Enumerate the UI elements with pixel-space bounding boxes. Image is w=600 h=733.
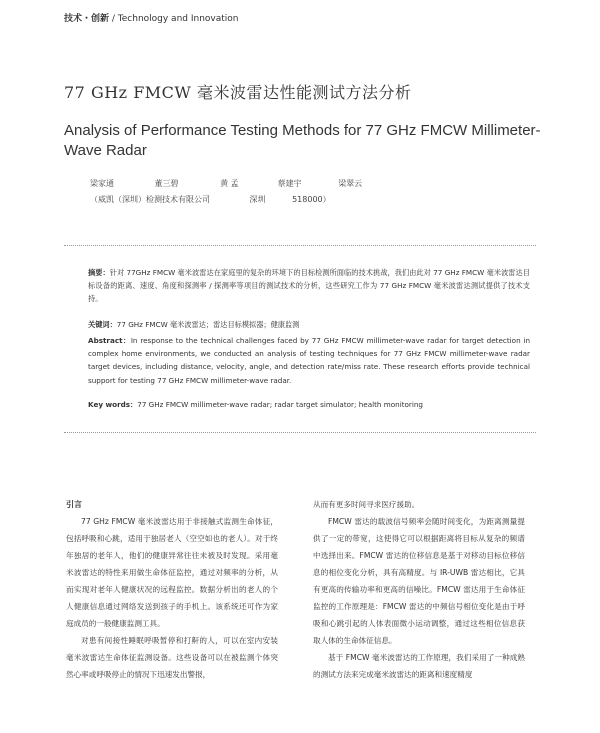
body-paragraph: 77 GHz FMCW 毫米波雷达用于非接触式监测生命体征，包括呼吸和心跳，适用于独居老人（空空如也的老人）。对于终年独居的老年人，他们的健康异常往往未被及时发现。采用毫米波雷达的特性来用做生命体征监控，通过对频率的分析，从而实现对老年人健康状况的远程监控。数据分析出的老人的个人健康信息通过网络发送到孩子的手机上。该系统还可作为家庭成员的一般健康监测工具。 <box>66 517 278 628</box>
body-column-left <box>66 496 278 683</box>
paper-title-cn: 77 GHz FMCW 毫米波雷达性能测试方法分析 <box>64 83 412 102</box>
keywords-en-text: 77 GHz FMCW millimeter-wave radar; radar target simulator; health monitoring <box>137 400 423 409</box>
keywords-cn-text: 77 GHz FMCW 毫米波雷达；雷达目标模拟器；健康监测 <box>116 320 300 329</box>
paper-title-en: Analysis of Performance Testing Methods for 77 GHz FMCW Millimeter-Wave Radar <box>64 122 541 159</box>
affiliation-org: （威凯（深圳）检测技术有限公司 <box>90 195 210 204</box>
body-paragraph: 从而有更多时间寻求医疗援助。 <box>313 500 420 509</box>
abstract-cn-text: 针对 77GHz FMCW 毫米波雷达在家庭里的复杂的环境下的目标检测所面临的技术挑战，我们由此对 77 GHz FMCW 毫米波雷达目标设备的距离、速度、角度和探测率 / 探测率等项目的测试技术的分析，这些研究工作为 77 GHz FMCW 毫米波雷达测试提供了技术支持。 <box>88 268 530 304</box>
author-name: 梁家通 <box>90 179 114 188</box>
author-list <box>90 178 362 189</box>
affiliation-postcode: 518000） <box>292 195 331 204</box>
keywords-en <box>88 398 530 411</box>
body-column-right <box>313 496 525 683</box>
abstract-en <box>88 334 530 387</box>
header-section-cn: 技术・创新 <box>64 14 110 24</box>
abstract-cn <box>88 266 530 306</box>
body-paragraph: FMCW 雷达的载波信号频率会随时间变化，为距离测量提供了一定的带宽，这使得它可以根据距离将目标从复杂的频谱中选择出来。FMCW 雷达的位移信息是基于对移动目标位移信息的相位变化分析，具有高精度。与 IR-UWB 雷达相比，它具有更高的传输功率和更高的信噪比。FMCW 雷达用于生命体征监控的工作原理是：FMCW 雷达的中频信号相位变化是由于呼吸和心跳引起的人体表面微小运动调整，通过这些相位信息获取人体的生命体征信息。 <box>313 517 525 645</box>
section-heading-intro: 引言 <box>66 500 82 509</box>
running-header <box>64 11 239 24</box>
header-section-en: / Technology and Innovation <box>111 14 239 24</box>
divider <box>64 432 536 433</box>
keywords-cn <box>88 318 530 331</box>
body-paragraph: 对患有间接性睡眠呼吸暂停和打鼾的人，可以在室内安装毫米波雷达生命体征监测设备。这些设备可以在被监测个体突然心率或呼吸停止的情况下迅速发出警报， <box>66 636 278 679</box>
abstract-en-label: Abstract： <box>88 336 131 345</box>
affiliation <box>90 194 331 205</box>
author-name: 黄 孟 <box>220 179 239 188</box>
abstract-en-text: In response to the technical challenges faced by 77 GHz FMCW millimeter-wave radar for target detection in complex home environments, we conducted an analysis of testing techniques for 77 GHz FMCW millimeter-wave radar target devices, including distance, velocity, angle, and detection rate/miss rate. These research efforts provide technical support for testing 77 GHz FMCW millimeter-wave radar. <box>88 336 531 385</box>
keywords-en-label: Key words： <box>88 400 138 409</box>
divider <box>64 245 536 246</box>
body-paragraph: 基于 FMCW 毫米波雷达的工作原理，我们采用了一种成熟的测试方法来完成毫米波雷达的距离和速度精度 <box>313 653 525 679</box>
author-name: 董三碧 <box>154 179 179 188</box>
abstract-cn-label: 摘要： <box>88 268 110 277</box>
keywords-cn-label: 关键词： <box>88 320 117 329</box>
author-name: 梁翠云 <box>338 179 363 188</box>
author-name: 蔡建宇 <box>277 179 302 188</box>
affiliation-city: 深圳 <box>249 195 266 204</box>
